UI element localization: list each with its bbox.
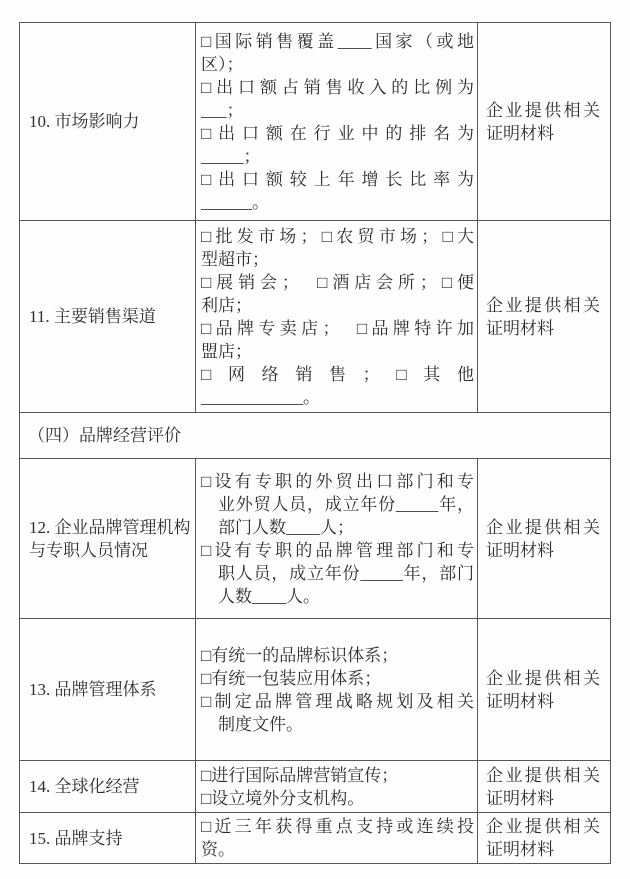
criterion-options-14 bbox=[196, 761, 478, 813]
table-row-12 bbox=[20, 459, 611, 619]
option-line: □国际销售覆盖____国家（或地 bbox=[201, 31, 474, 51]
criterion-label-10: 10. 市场影响力 bbox=[20, 23, 196, 221]
option-line: □展销会； □酒店会所；□便 bbox=[201, 272, 474, 292]
option-line: 区）； bbox=[201, 54, 244, 74]
criterion-label-12: 12. 企业品牌管理机构与专职人员情况 bbox=[20, 459, 196, 619]
option-line: 部门人数____人； bbox=[218, 517, 354, 537]
option-line: □进行国际品牌营销宣传； bbox=[201, 765, 399, 785]
option-line: 人数____人。 bbox=[218, 586, 320, 606]
evidence-cell-11: 企业提供相关证明材料 bbox=[478, 221, 611, 413]
criterion-options-10 bbox=[196, 23, 478, 221]
table-row-14 bbox=[20, 761, 611, 813]
option-line: □出口额较上年增长比率为 bbox=[201, 169, 474, 189]
option-line: 职人员，成立年份_____年，部门 bbox=[218, 563, 474, 583]
section-header: （四）品牌经营评价 bbox=[20, 413, 611, 459]
option-line: ______。 bbox=[201, 192, 269, 212]
option-line: □品牌专卖店； □品牌特许加 bbox=[201, 318, 474, 338]
evidence-cell-14: 企业提供相关证明材料 bbox=[478, 761, 611, 813]
option-line: □近三年获得重点支持或连续投 bbox=[201, 817, 474, 836]
option-line: □有统一包装应用体系； bbox=[201, 668, 382, 688]
criterion-options-11 bbox=[196, 221, 478, 413]
table-row-15 bbox=[20, 813, 611, 864]
option-line: 利店； bbox=[201, 295, 252, 315]
option-line: □批发市场；□农贸市场；□大 bbox=[201, 226, 474, 246]
option-line: □设有专职的品牌管理部门和专 bbox=[201, 540, 474, 560]
evidence-cell-15: 企业提供相关证明材料 bbox=[478, 813, 611, 864]
table-row-10 bbox=[20, 23, 611, 221]
option-line: 制度文件。 bbox=[218, 714, 303, 734]
criterion-label-13: 13. 品牌管理体系 bbox=[20, 619, 196, 761]
criterion-options-12 bbox=[196, 459, 478, 619]
option-line: 资。 bbox=[201, 840, 235, 859]
option-line: □出口额占销售收入的比例为 bbox=[201, 77, 474, 97]
option-line: □设有专职的外贸出口部门和专 bbox=[201, 471, 474, 491]
table-row-11 bbox=[20, 221, 611, 413]
section-header-row bbox=[20, 413, 611, 459]
evidence-cell-12: 企业提供相关证明材料 bbox=[478, 459, 611, 619]
criterion-label-15: 15. 品牌支持 bbox=[20, 813, 196, 864]
criterion-options-13 bbox=[196, 619, 478, 761]
option-line: □有统一的品牌标识体系； bbox=[201, 645, 399, 665]
criterion-options-15 bbox=[196, 813, 478, 864]
option-line: □制定品牌管理战略规划及相关 bbox=[201, 691, 474, 711]
option-line: _____； bbox=[201, 146, 261, 166]
option-line: 型超市； bbox=[201, 249, 269, 269]
option-line: 盟店； bbox=[201, 341, 252, 361]
evidence-cell-13: 企业提供相关证明材料 bbox=[478, 619, 611, 761]
criterion-label-14: 14. 全球化经营 bbox=[20, 761, 196, 813]
criterion-label-11: 11. 主要销售渠道 bbox=[20, 221, 196, 413]
option-line: □网络销售；□其他 bbox=[201, 364, 474, 384]
brand-evaluation-table bbox=[19, 22, 611, 864]
option-line: ___； bbox=[201, 100, 244, 120]
option-line: □出口额在行业中的排名为 bbox=[201, 123, 474, 143]
option-line: ____________。 bbox=[201, 387, 320, 407]
table-row-13 bbox=[20, 619, 611, 761]
evidence-cell-10: 企业提供相关证明材料 bbox=[478, 23, 611, 221]
option-line: 业外贸人员，成立年份_____年， bbox=[218, 494, 474, 514]
option-line: □设立境外分支机构。 bbox=[201, 788, 365, 808]
